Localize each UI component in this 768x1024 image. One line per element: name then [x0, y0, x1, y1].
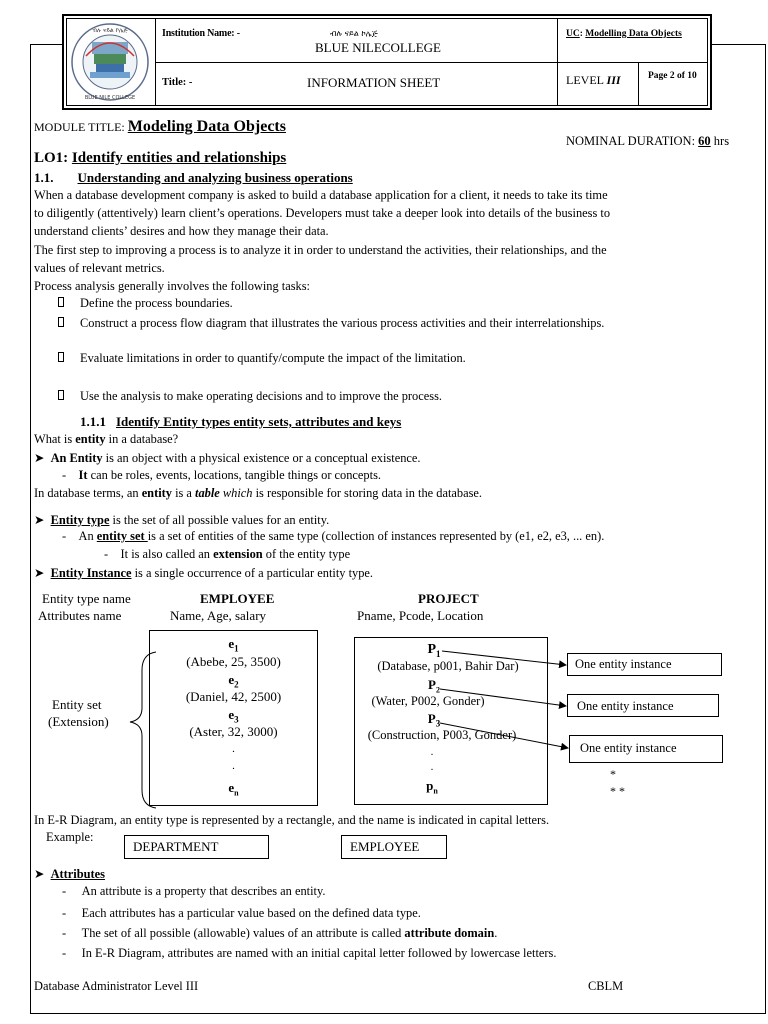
instance-e3: $e_3$	[228, 707, 239, 725]
instance-e2-value: (Daniel, 42, 2500)	[185, 689, 282, 704]
instance-e1: $e_1$	[228, 636, 239, 654]
attributes-heading: ➤ Attributes	[34, 866, 105, 881]
entity-set-definition: - An entity set is a set of entities of the same type (collection of instances represented by (e1, e2, e3, ... en).	[62, 529, 605, 543]
ellipsis-dot: .	[430, 762, 434, 773]
unit-of-competence: UC: Modelling Data Objects	[566, 29, 682, 39]
arrow-bullet-icon: ➤	[34, 450, 45, 465]
page-number: Page 2 of 10	[648, 71, 697, 81]
project-entity-title: PROJECT	[418, 591, 479, 606]
footer-left: Database Administrator Level III	[34, 979, 199, 993]
svg-text:BLUE NILE COLLEGE: BLUE NILE COLLEGE	[84, 95, 136, 101]
attribute-point: - Each attributes has a particular value based on the defined data type.	[62, 906, 421, 920]
module-title: MODULE TITLE: Modeling Data Objects	[34, 118, 286, 135]
project-attributes: Pname, Pcode, Location	[357, 608, 484, 623]
arrow-bullet-icon: ➤	[34, 565, 45, 580]
attribute-point: - The set of all possible (allowable) values of an attribute is called attribute domain.	[62, 926, 498, 940]
entity-instance-label: One entity instance	[567, 653, 722, 676]
entity-sub-point: - It can be roles, events, locations, tangible things or concepts.	[62, 468, 381, 482]
instance-en: $e_n$	[228, 780, 239, 798]
extension-label: (Extension)	[48, 714, 109, 729]
section-heading: 1.1. Understanding and analyzing business operations	[34, 170, 353, 185]
paragraph-line: understand clients’ desires and how they manage their data.	[34, 224, 329, 238]
sheet-title: INFORMATION SHEET	[307, 75, 441, 90]
paragraph-line: When a database development company is asked to build a database application for a client, it needs to take its time	[34, 188, 608, 202]
learning-outcome-heading: LO1: Identify entities and relationships	[34, 150, 287, 166]
employee-attributes: Name, Age, salary	[170, 608, 267, 623]
attributes-name-label: Attributes name	[38, 608, 122, 623]
example-label: Example:	[46, 830, 94, 844]
continuation-marker: * *	[610, 784, 625, 798]
entity-instance-label: One entity instance	[567, 694, 719, 717]
amharic-college-name: ብሉ ናይል ኮሌጅ	[330, 29, 378, 38]
instance-p3-value: (Construction, P003, Gonder)	[367, 728, 517, 742]
employee-entity-box: EMPLOYEE	[341, 835, 447, 859]
instance-p2-value: (Water, P002, Gonder)	[371, 694, 485, 708]
task-item: Construct a process flow diagram that illustrates the various process activities and their interrelationships.	[58, 316, 604, 331]
college-name: BLUE NILECOLLEGE	[315, 40, 442, 55]
title-label: Title: -	[162, 77, 193, 88]
arrow-bullet-icon: ➤	[34, 512, 45, 527]
attribute-point: - In E-R Diagram, attributes are named with an initial capital letter followed by lowercase letters.	[62, 946, 557, 960]
entity-instance-label: One entity instance	[569, 735, 723, 763]
instance-p2: $P_2$	[428, 677, 440, 695]
department-entity-box: DEPARTMENT	[124, 835, 269, 859]
entity-question: What is entity in a database?	[34, 432, 179, 446]
subsection-heading: 1.1.1 Identify Entity types entity sets, attributes and keys	[80, 414, 402, 429]
task-item: Use the analysis to make operating decisions and to improve the process.	[58, 389, 442, 404]
instance-p1-value: (Database, p001, Bahir Dar)	[377, 659, 519, 673]
continuation-marker: *	[610, 767, 616, 781]
paragraph-line: to diligently (attentively) learn client’s operations. Developers must take a deeper look into details of the business to	[34, 206, 611, 220]
entity-definition: ➤ An Entity is an object with a physical existence or a conceptual existence.	[34, 450, 421, 465]
entity-set-label: Entity set	[52, 697, 102, 712]
entity-type-definition: ➤ Entity type is the set of all possible values for an entity.	[34, 512, 330, 527]
footer-right: CBLM	[588, 979, 624, 993]
instance-e2: $e_2$	[228, 672, 239, 690]
instance-pn: $p_n$	[426, 778, 438, 796]
svg-text:ብሉ ናይል ኮሌጅ: ብሉ ናይል ኮሌጅ	[92, 27, 128, 34]
instance-p3: $P_3$	[427, 711, 441, 729]
ellipsis-dot: .	[430, 747, 434, 758]
paragraph-line: values of relevant metrics.	[34, 261, 165, 275]
task-item: Evaluate limitations in order to quantify/compute the impact of the limitation.	[58, 351, 466, 366]
level-label: LEVEL III	[566, 73, 621, 87]
instance-e1-value: (Abebe, 25, 3500)	[186, 654, 281, 669]
attribute-point: - An attribute is a property that describes an entity.	[62, 884, 326, 898]
arrow-bullet-icon: ➤	[34, 866, 45, 881]
institution-label: Institution Name: -	[162, 28, 240, 39]
task-item: Define the process boundaries.	[58, 296, 233, 311]
paragraph-line: Process analysis generally involves the following tasks:	[34, 279, 310, 293]
entity-instance-definition: ➤ Entity Instance is a single occurrence of a particular entity type.	[34, 565, 373, 580]
employee-entity-title: EMPLOYEE	[200, 591, 275, 606]
ellipsis-dot: .	[232, 743, 235, 755]
ellipsis-dot: .	[232, 760, 235, 772]
entity-type-name-label: Entity type name	[42, 591, 131, 606]
instance-p1: $P_1$	[427, 642, 441, 659]
instance-e3-value: (Aster, 32, 3000)	[189, 724, 278, 739]
entity-db-terms: In database terms, an entity is a table which is responsible for storing data in the database.	[34, 486, 483, 500]
extension-note: - It is also called an extension of the entity type	[104, 547, 351, 561]
paragraph-line: The first step to improving a process is to analyze it in order to understand the activities, their relationships, and the	[34, 243, 607, 257]
er-diagram-text: In E-R Diagram, an entity type is represented by a rectangle, and the name is indicated in capital letters.	[34, 813, 550, 827]
nominal-duration: NOMINAL DURATION: 60 hrs	[566, 134, 730, 148]
